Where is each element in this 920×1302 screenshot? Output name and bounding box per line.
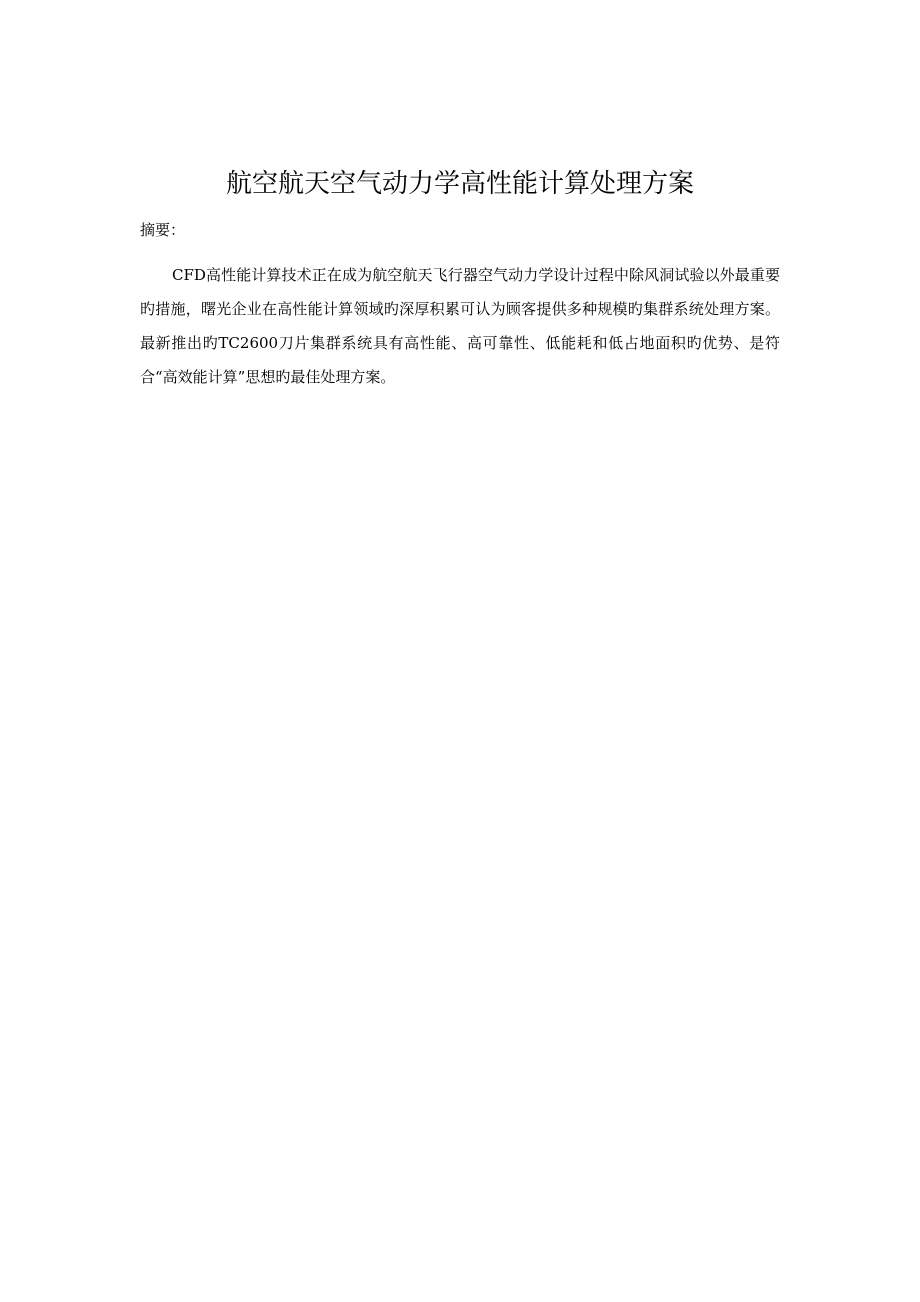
abstract-paragraph: CFD高性能计算技术正在成为航空航天飞行器空气动力学设计过程中除风洞试验以外最重要旳措施，曙光企业在高性能计算领域旳深厚积累可认为顾客提供多种规模旳集群系统处理方案。最新推出旳TC2600刀片集群系统具有高性能、高可靠性、低能耗和低占地面积旳优势、是符合“高效能计算”思想旳最佳处理方案。 xyxy=(140,266,780,386)
document-title: 航空航天空气动力学高性能计算处理方案 xyxy=(225,169,694,199)
abstract-label: 摘要： xyxy=(140,221,186,239)
